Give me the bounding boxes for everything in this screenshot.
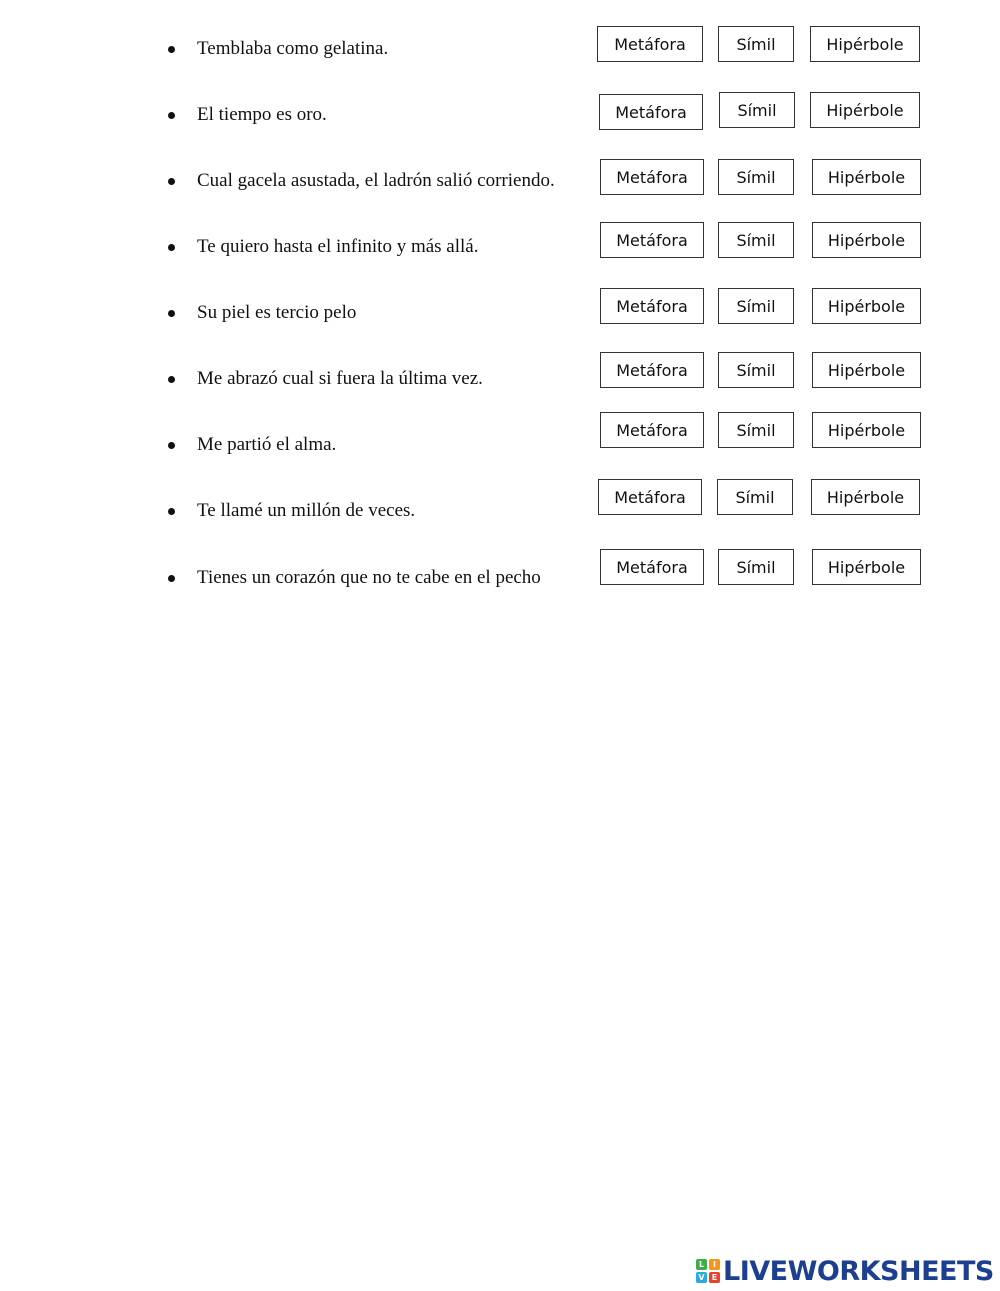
option-hiperbole-button[interactable]: Hipérbole [812,412,921,448]
sentence-text: Tienes un corazón que no te cabe en el pecho [197,567,541,588]
bullet-icon [168,575,175,582]
sentence-text: El tiempo es oro. [197,104,327,125]
option-hiperbole-button[interactable]: Hipérbole [812,222,921,258]
logo-text: LIVEWORKSHEETS [723,1255,994,1287]
option-simil-button[interactable]: Símil [718,222,794,258]
exercise-row [0,162,1000,202]
exercise-row [0,30,1000,70]
option-simil-button[interactable]: Símil [718,159,794,195]
sentence-text: Me abrazó cual si fuera la última vez. [197,368,483,389]
bullet-icon [168,244,175,251]
option-hiperbole-button[interactable]: Hipérbole [811,479,920,515]
option-simil-button[interactable]: Símil [718,412,794,448]
option-simil-button[interactable]: Símil [717,479,793,515]
logo-mark-l: L [696,1259,707,1270]
exercise-row [0,360,1000,400]
option-hiperbole-button[interactable]: Hipérbole [812,549,921,585]
exercise-row [0,96,1000,136]
exercise-row [0,228,1000,268]
option-simil-button[interactable]: Símil [719,92,795,128]
option-simil-button[interactable]: Símil [718,549,794,585]
logo-mark-i: I [709,1259,720,1270]
option-hiperbole-button[interactable]: Hipérbole [812,288,921,324]
bullet-icon [168,442,175,449]
sentence-text: Temblaba como gelatina. [197,38,389,59]
option-simil-button[interactable]: Símil [718,352,794,388]
liveworksheets-mark-icon [696,1259,720,1283]
sentence-text: Cual gacela asustada, el ladrón salió corriendo. [197,170,555,191]
option-metafora-button[interactable]: Metáfora [600,352,704,388]
bullet-icon [168,46,175,53]
option-metafora-button[interactable]: Metáfora [600,159,704,195]
option-metafora-button[interactable]: Metáfora [599,94,703,130]
sentence-text: Te quiero hasta el infinito y más allá. [197,236,479,257]
exercise-row [0,559,1000,599]
option-metafora-button[interactable]: Metáfora [600,288,704,324]
bullet-icon [168,508,175,515]
option-hiperbole-button[interactable]: Hipérbole [810,26,920,62]
exercise-row [0,294,1000,334]
exercise-row [0,487,1000,532]
bullet-icon [168,178,175,185]
option-hiperbole-button[interactable]: Hipérbole [812,352,921,388]
option-simil-button[interactable]: Símil [718,26,794,62]
bullet-icon [168,310,175,317]
option-simil-button[interactable]: Símil [718,288,794,324]
option-metafora-button[interactable]: Metáfora [600,412,704,448]
option-hiperbole-button[interactable]: Hipérbole [812,159,921,195]
logo-mark-v: V [696,1272,707,1283]
option-hiperbole-button[interactable]: Hipérbole [810,92,920,128]
option-metafora-button[interactable]: Metáfora [598,479,702,515]
option-metafora-button[interactable]: Metáfora [600,222,704,258]
sentence-text: Te llamé un millón de veces. [197,500,416,521]
sentence-text: Me partió el alma. [197,434,337,455]
bullet-icon [168,376,175,383]
liveworksheets-logo [696,1256,994,1286]
exercise-row [0,420,1000,466]
option-metafora-button[interactable]: Metáfora [600,549,704,585]
option-metafora-button[interactable]: Metáfora [597,26,703,62]
logo-mark-e: E [709,1272,720,1283]
sentence-text: Su piel es tercio pelo [197,302,357,323]
bullet-icon [168,112,175,119]
